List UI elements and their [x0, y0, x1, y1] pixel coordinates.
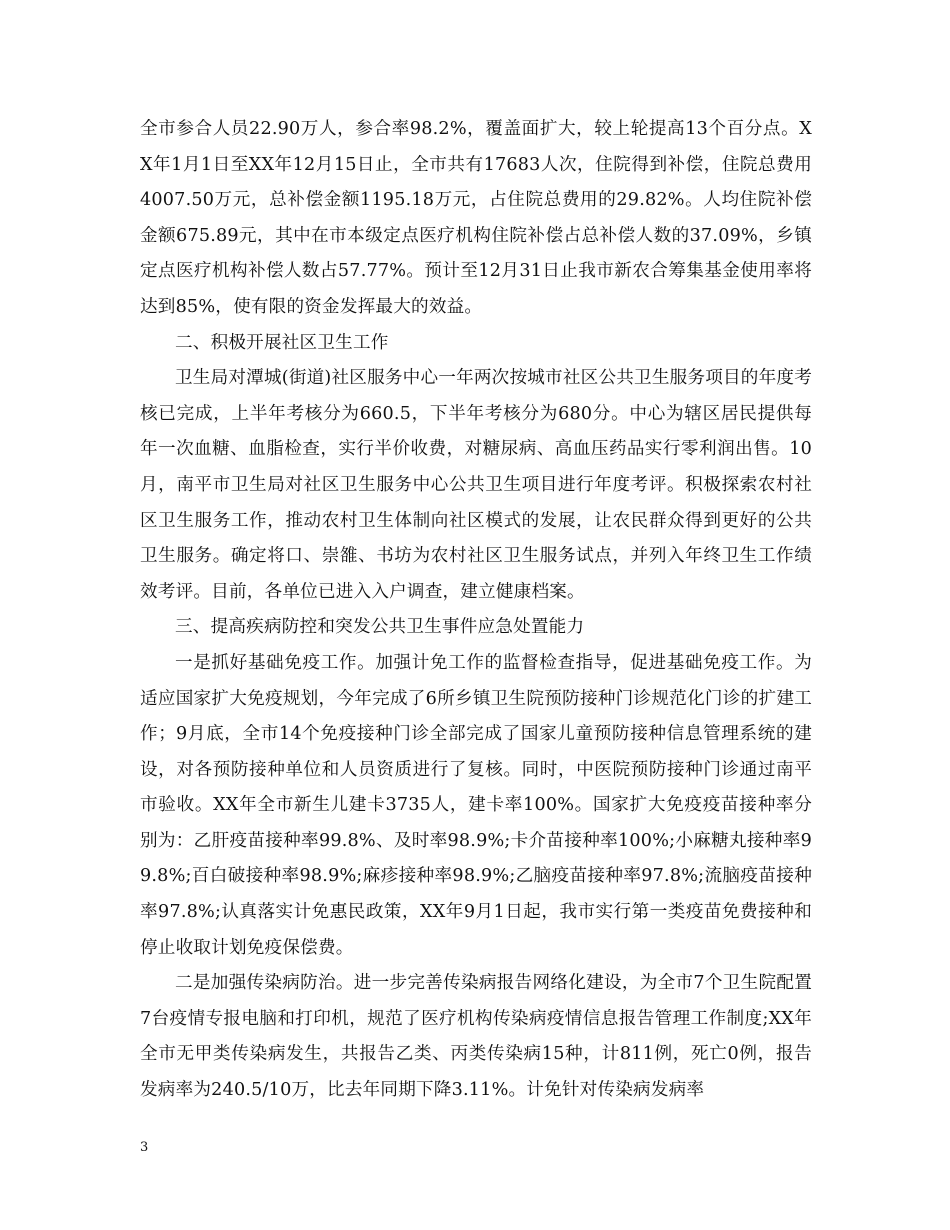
paragraph-community-health: 卫生局对潭城(街道)社区服务中心一年两次按城市社区公共卫生服务项目的年度考核已完成，上半年考核分为660.5，下半年考核分为680分。中心为辖区居民提供每年一次血糖、血脂检查，实行半价收费，对糖尿病、高血压药品实行零利润出售。10月，南平市卫生局对社区卫生服务中心公共卫生项目进行年度考评。积极探索农村社区卫生服务工作，推动农村卫生体制向社区模式的发展，让农民群众得到更好的公共卫生服务。确定将口、崇雒、书坊为农村社区卫生服务试点，并列入年终卫生工作绩效考评。目前，各单位已进入入户调查，建立健康档案。 [140, 368, 812, 602]
section-heading-community-health: 二、积极开展社区卫生工作 [175, 332, 389, 353]
page-body [140, 112, 812, 1109]
section-heading-disease-control: 三、提高疾病防控和突发公共卫生事件应急处置能力 [175, 617, 585, 638]
paragraph-ncms-reimbursement: 全市参合人员22.90万人，参合率98.2%，覆盖面扩大，较上轮提高13个百分点。XX年1月1日至XX年12月15日止，全市共有17683人次，住院得到补偿，住院总费用4007.50万元，总补偿金额1195.18万元，占住院总费用的29.82%。人均住院补偿金额675.89元，其中在市本级定点医疗机构住院补偿占总补偿人数的37.09%，乡镇定点医疗机构补偿人数占57.77%。预计至12月31日止我市新农合筹集基金使用率将达到85%，使有限的资金发挥最大的效益。 [140, 119, 812, 317]
paragraph-infectious-disease: 二是加强传染病防治。进一步完善传染病报告网络化建设，为全市7个卫生院配置7台疫情专报电脑和打印机，规范了医疗机构传染病疫情信息报告管理工作制度;XX年全市无甲类传染病发生，共报告乙类、丙类传染病15种，计811例，死亡0例，报告发病率为240.5/10万，比去年同期下降3.11%。计免针对传染病发病率 [140, 973, 812, 1101]
page-number: 3 [140, 1140, 149, 1155]
paragraph-immunization: 一是抓好基础免疫工作。加强计免工作的监督检查指导，促进基础免疫工作。为适应国家扩大免疫规划，今年完成了6所乡镇卫生院预防接种门诊规范化门诊的扩建工作；9月底，全市14个免疫接种门诊全部完成了国家儿童预防接种信息管理系统的建设，对各预防接种单位和人员资质进行了复核。同时，中医院预防接种门诊通过南平市验收。XX年全市新生儿建卡3735人，建卡率100%。国家扩大免疫疫苗接种率分别为：乙肝疫苗接种率99.8%、及时率98.9%;卡介苗接种率100%;小麻糖丸接种率99.8%;百白破接种率98.9%;麻疹接种率98.9%;乙脑疫苗接种率97.8%;流脑疫苗接种率97.8%;认真落实计免惠民政策，XX年9月1日起，我市实行第一类疫苗免费接种和停止收取计划免疫保偿费。 [140, 652, 812, 958]
